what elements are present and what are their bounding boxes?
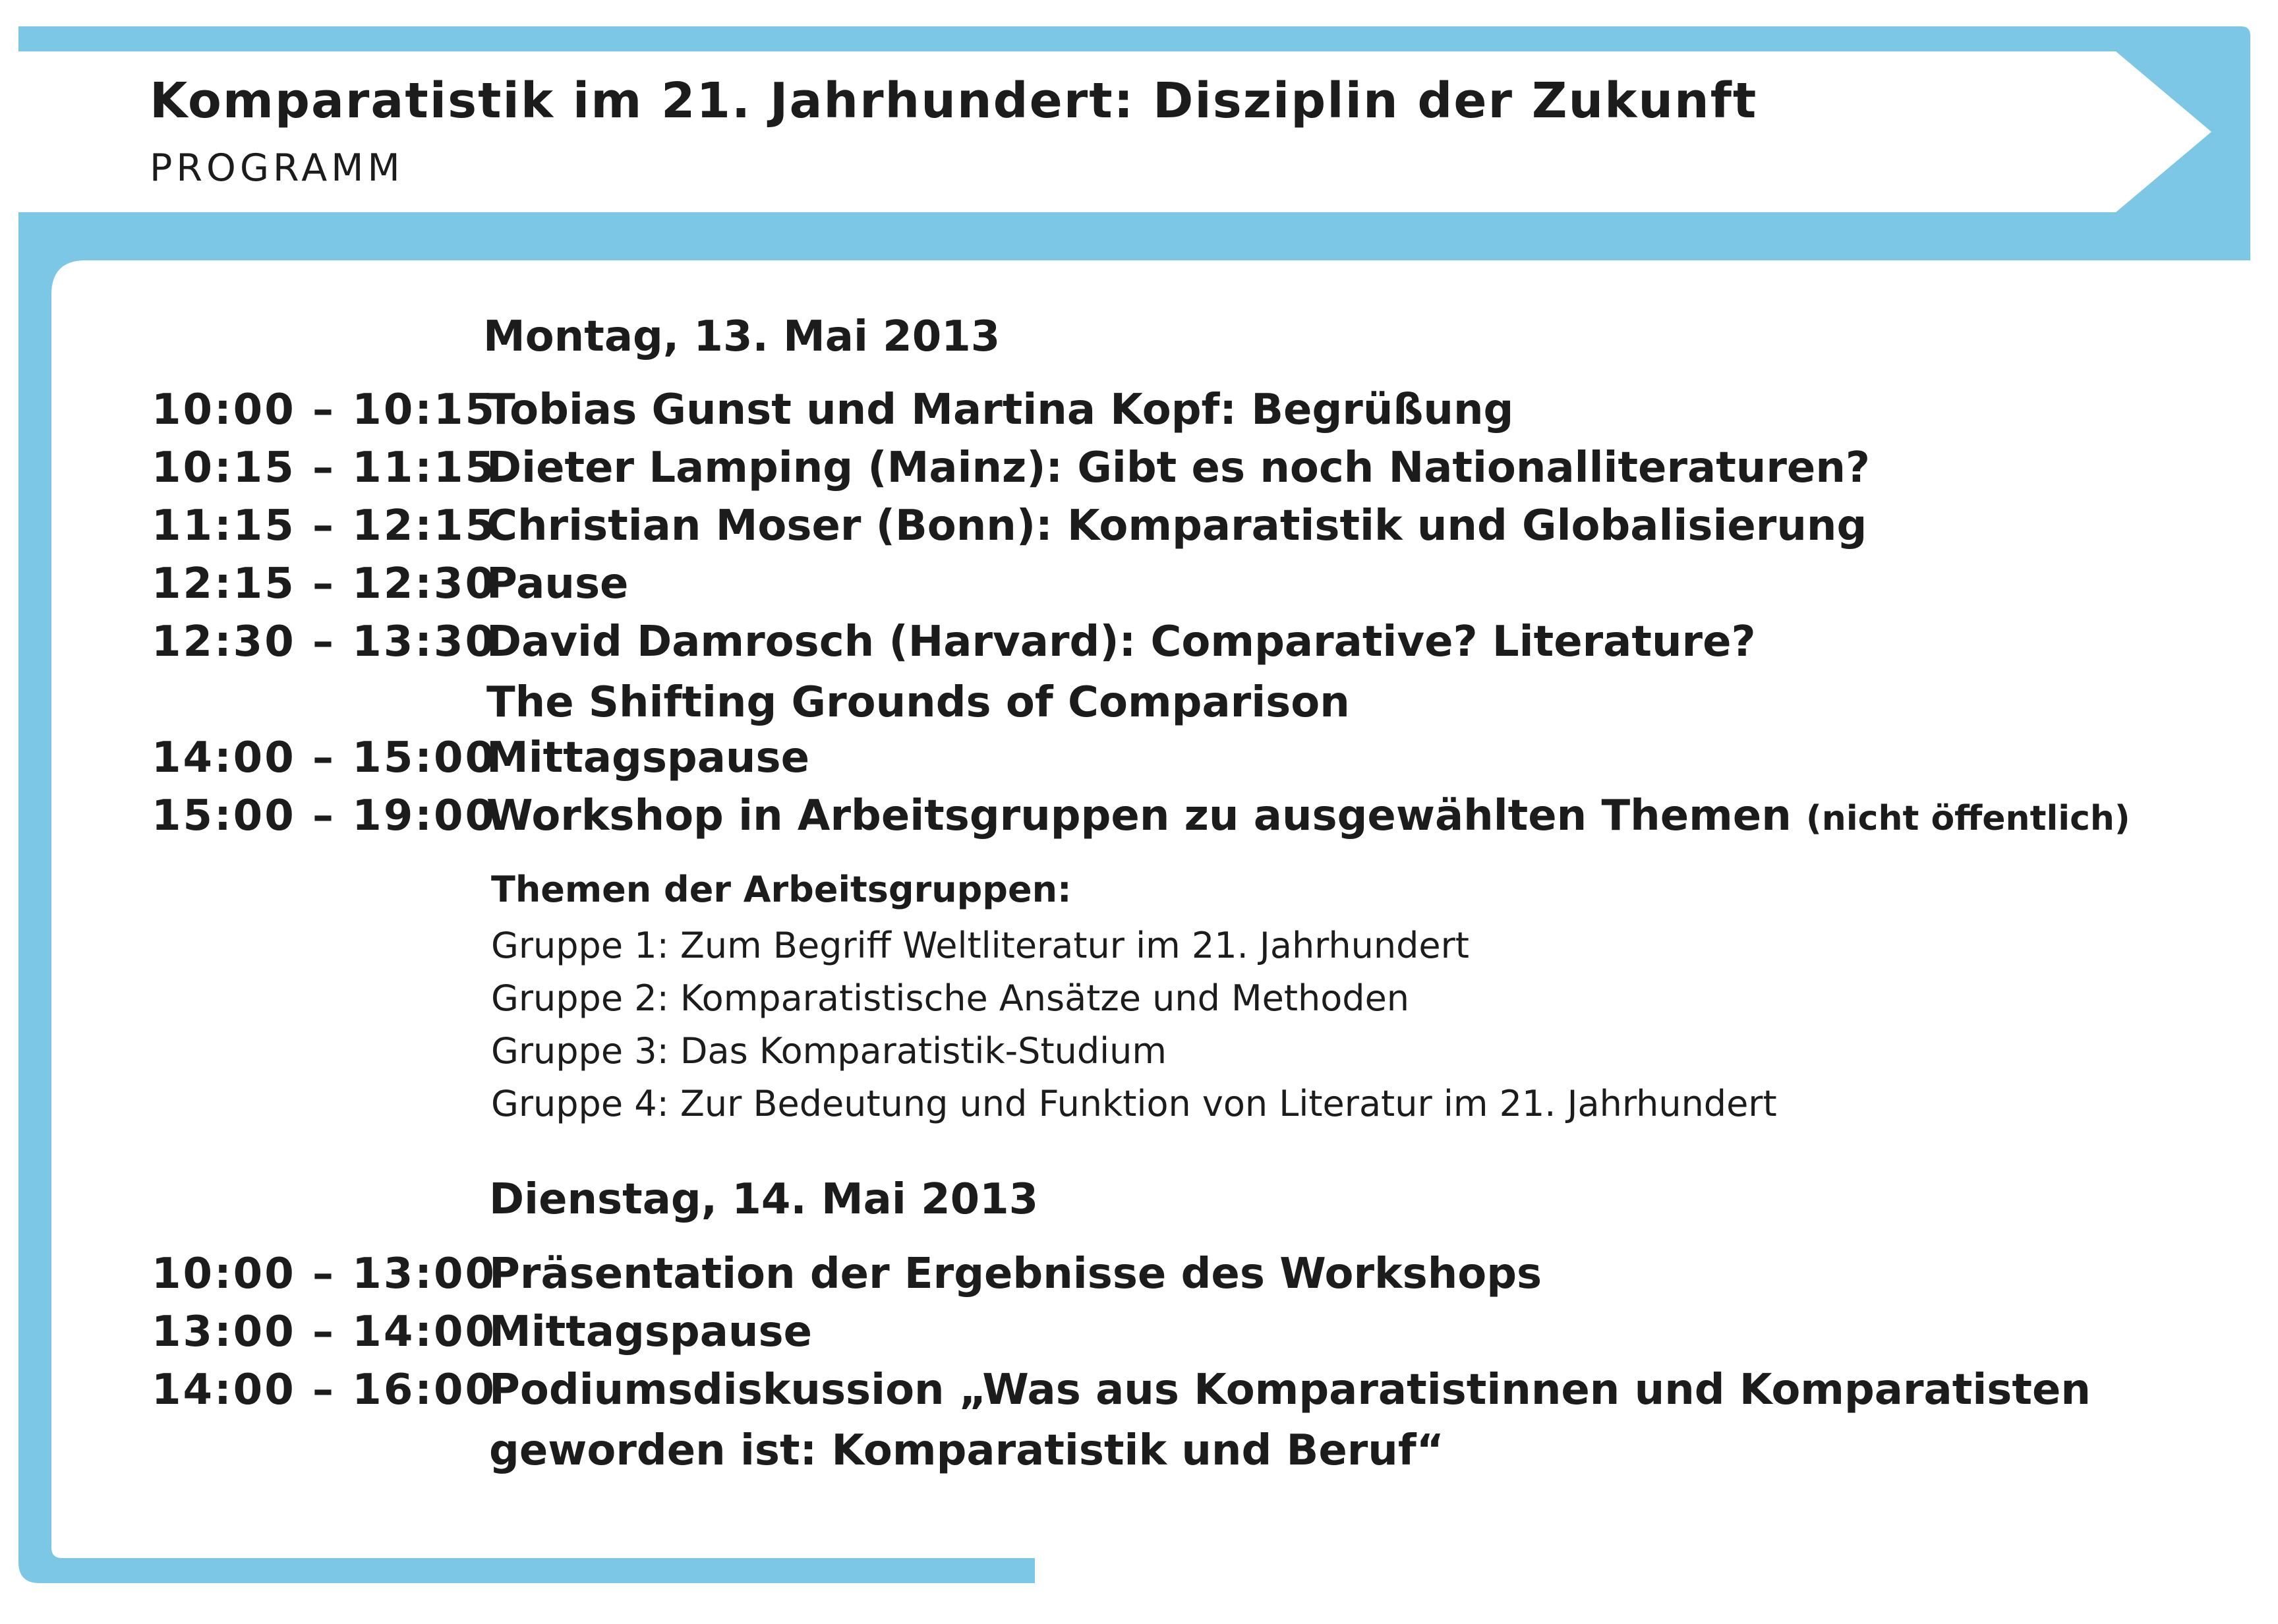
session-title: Mittagspause xyxy=(486,734,809,782)
session-time: 14:00 – 15:00 xyxy=(152,734,496,782)
session-title-block xyxy=(486,792,2130,840)
workgroups-heading: Themen der Arbeitsgruppen: xyxy=(491,869,1072,910)
session-time: 11:15 – 12:15 xyxy=(152,502,496,550)
workgroup-item: Gruppe 3: Das Komparatistik-Studium xyxy=(491,1030,1167,1072)
session-title: David Damrosch (Harvard): Comparative? Literature? xyxy=(486,618,1756,666)
page-title: Komparatistik im 21. Jahrhundert: Disziplin der Zukunft xyxy=(150,72,1758,129)
session-title: Pause xyxy=(486,560,629,608)
session-title: Dieter Lamping (Mainz): Gibt es noch Nationalliteraturen? xyxy=(486,444,1870,492)
session-time: 10:00 – 10:15 xyxy=(152,386,496,434)
session-title-block xyxy=(486,618,1756,727)
session-title: Tobias Gunst und Martina Kopf: Begrüßung xyxy=(486,386,1514,434)
session-time: 10:15 – 11:15 xyxy=(152,444,496,492)
session-title: Christian Moser (Bonn): Komparatistik und Globalisierung xyxy=(486,502,1867,550)
session-title-block xyxy=(489,1366,2091,1475)
session-time: 13:00 – 14:00 xyxy=(152,1308,496,1356)
day-heading-monday: Montag, 13. Mai 2013 xyxy=(483,312,1001,361)
session-title: Workshop in Arbeitsgruppen zu ausgewählten Themen xyxy=(486,792,1792,840)
workgroup-item: Gruppe 2: Komparatistische Ansätze und Methoden xyxy=(491,977,1410,1019)
session-note: (nicht öffentlich) xyxy=(1806,799,2130,838)
session-time: 12:15 – 12:30 xyxy=(152,560,496,608)
workgroup-item: Gruppe 1: Zum Begriff Weltliteratur im 21. Jahrhundert xyxy=(491,925,1469,966)
session-time: 15:00 – 19:00 xyxy=(152,792,496,840)
session-time: 14:00 – 16:00 xyxy=(152,1366,496,1414)
session-title-continued: The Shifting Grounds of Comparison xyxy=(486,678,1350,727)
page-subtitle: PROGRAMM xyxy=(150,146,404,190)
session-title: Podiumsdiskussion „Was aus Komparatistinnen und Komparatisten xyxy=(489,1366,2091,1414)
workgroup-item: Gruppe 4: Zur Bedeutung und Funktion von Literatur im 21. Jahrhundert xyxy=(491,1083,1777,1124)
session-time: 12:30 – 13:30 xyxy=(152,618,496,666)
session-title-continued: geworden ist: Komparatistik und Beruf“ xyxy=(489,1426,1444,1475)
session-title: Präsentation der Ergebnisse des Workshops xyxy=(489,1250,1542,1298)
session-time: 10:00 – 13:00 xyxy=(152,1250,496,1298)
session-title: Mittagspause xyxy=(489,1308,812,1356)
day-heading-tuesday: Dienstag, 14. Mai 2013 xyxy=(489,1175,1039,1224)
